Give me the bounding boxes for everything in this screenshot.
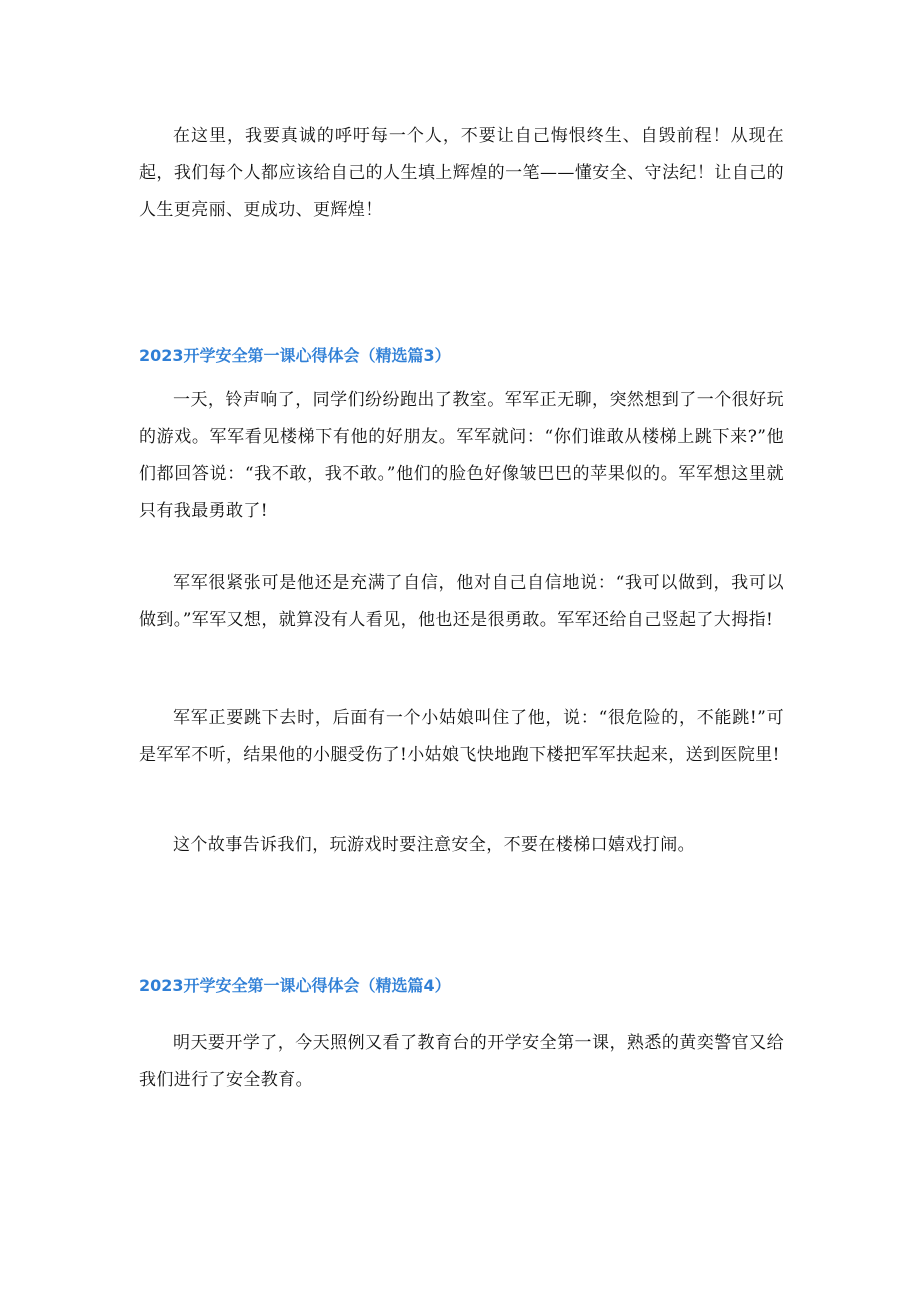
section-heading-4: 2023开学安全第一课心得体会（精选篇4） bbox=[139, 976, 451, 995]
section3-paragraph-3: 军军正要跳下去时，后面有一个小姑娘叫住了他，说：“很危险的，不能跳!”可是军军不听，结果他的小腿受伤了!小姑娘飞快地跑下楼把军军扶起来，送到医院里! bbox=[139, 708, 784, 765]
section3-paragraph-4: 这个故事告诉我们，玩游戏时要注意安全，不要在楼梯口嬉戏打闹。 bbox=[173, 835, 695, 855]
section4-paragraph-1: 明天要开学了，今天照例又看了教育台的开学安全第一课，熟悉的黄奕警官又给我们进行了安全教育。 bbox=[139, 1033, 784, 1090]
section-heading-3: 2023开学安全第一课心得体会（精选篇3） bbox=[139, 346, 451, 365]
section3-paragraph-1: 一天，铃声响了，同学们纷纷跑出了教室。军军正无聊，突然想到了一个很好玩的游戏。军军看见楼梯下有他的好朋友。军军就问：“你们谁敢从楼梯上跳下来?”他们都回答说：“我不敢，我不敢。”他们的脸色好像皱巴巴的苹果似的。军军想这里就只有我最勇敢了! bbox=[139, 390, 784, 521]
section3-paragraph-2: 军军很紧张可是他还是充满了自信，他对自己自信地说：“我可以做到，我可以做到。”军军又想，就算没有人看见，他也还是很勇敢。军军还给自己竖起了大拇指! bbox=[139, 573, 784, 630]
intro-paragraph: 在这里，我要真诚的呼吁每一个人，不要让自己悔恨终生、自毁前程！从现在起，我们每个人都应该给自己的人生填上辉煌的一笔——懂安全、守法纪！让自己的人生更亮丽、更成功、更辉煌！ bbox=[139, 126, 784, 220]
